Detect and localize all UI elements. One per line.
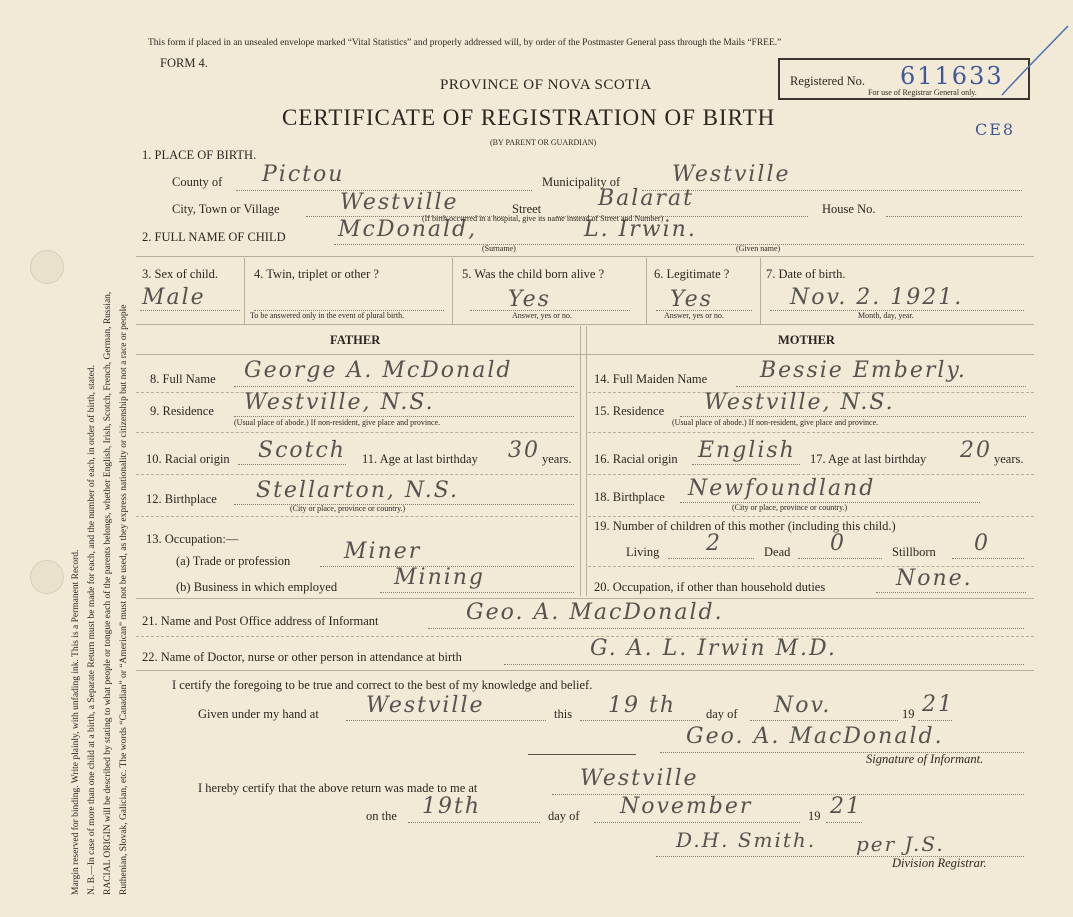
punch-hole xyxy=(30,560,64,594)
mother-years-label: years. xyxy=(994,452,1024,466)
registrar-statement: I hereby certify that the above return was made to me at xyxy=(198,781,478,795)
margin-note-racial-origin: RACIAL ORIGIN will be described by stating to what people or tongue each of the parents belongs, whether English, Irish, Scotch, French, German, Russian, xyxy=(103,291,113,895)
dob-note: Month, day, year. xyxy=(858,311,914,320)
dob-value: Nov. 2. 1921. xyxy=(790,285,964,310)
father-name-value: George A. McDonald xyxy=(244,358,513,383)
father-abode-note: (Usual place of abode.) If non-resident, give place and province. xyxy=(234,418,441,427)
doctor-value: G. A. L. Irwin M.D. xyxy=(590,636,837,661)
father-trade-value: Miner xyxy=(344,539,422,564)
mail-notice: This form if placed in an unsealed envelope marked “Vital Statistics” and properly addressed will, by order of the Postmaster General pass through the Mails “FREE.” xyxy=(148,38,782,48)
twin-note: To be answered only in the event of plural birth. xyxy=(250,311,405,320)
living-value: 2 xyxy=(706,531,722,556)
mother-birthplace-label: 18. Birthplace xyxy=(594,490,665,504)
form-number: FORM 4. xyxy=(160,56,208,70)
mother-name-value: Bessie Emberly. xyxy=(760,358,967,383)
alive-value: Yes xyxy=(508,287,551,312)
mother-race-value: English xyxy=(698,438,796,463)
dead-label: Dead xyxy=(764,545,791,559)
father-occupation-label: 13. Occupation:— xyxy=(146,532,239,546)
given-place-value: Westville xyxy=(366,693,485,718)
given-year-prefix: 19 xyxy=(902,707,915,721)
mother-birthplace-value: Newfoundland xyxy=(688,476,876,501)
father-city-note: (City or place, province or country.) xyxy=(290,504,406,513)
punch-hole xyxy=(30,250,64,284)
margin-note-binding: Margin reserved for binding. Write plainly, with unfading ink. This is a Permanent Record. xyxy=(71,549,81,895)
hospital-note: (If birth occurred in a hospital, give its name instead of Street and Number) xyxy=(422,214,664,223)
legitimate-value: Yes xyxy=(670,287,713,312)
place-of-birth-heading: 1. PLACE OF BIRTH. xyxy=(142,148,257,162)
child-given-name: L. Irwin. xyxy=(584,217,697,242)
registrar-month-value: November xyxy=(620,794,753,819)
this-label: this xyxy=(554,707,573,721)
mother-age-value: 20 xyxy=(960,438,992,463)
informant-value: Geo. A. MacDonald. xyxy=(466,600,724,625)
father-age-value: 30 xyxy=(508,438,540,463)
house-label: House No. xyxy=(822,202,876,216)
stillborn-label: Stillborn xyxy=(892,545,936,559)
dead-value: 0 xyxy=(830,531,846,556)
dob-label: 7. Date of birth. xyxy=(766,267,846,281)
province-heading: PROVINCE OF NOVA SCOTIA xyxy=(440,77,652,93)
county-value: Pictou xyxy=(262,162,345,187)
doctor-label: 22. Name of Doctor, nurse or other person in attendance at birth xyxy=(142,650,462,664)
county-label: County of xyxy=(172,175,223,189)
registrar-caption: Division Registrar. xyxy=(892,856,987,870)
city-label: City, Town or Village xyxy=(172,202,280,216)
mother-occupation-label: 20. Occupation, if other than household duties xyxy=(594,580,826,594)
surname-caption: (Surname) xyxy=(482,244,516,253)
father-birthplace-value: Stellarton, N.S. xyxy=(256,478,459,503)
sex-value: Male xyxy=(142,285,206,310)
given-day-value: 19 th xyxy=(608,693,676,718)
mother-residence-value: Westville, N.S. xyxy=(704,390,895,415)
given-day-of-label: day of xyxy=(706,707,738,721)
given-month-value: Nov. xyxy=(774,693,832,718)
mother-name-label: 14. Full Maiden Name xyxy=(594,372,708,386)
city-value: Westville xyxy=(340,190,459,215)
registrar-year-prefix: 19 xyxy=(808,809,821,823)
father-years-label: years. xyxy=(542,452,572,466)
certificate-title: CERTIFICATE OF REGISTRATION OF BIRTH xyxy=(282,105,776,130)
street-label: Street xyxy=(512,202,542,216)
corner-mark: CE8 xyxy=(975,120,1016,139)
legitimate-label: 6. Legitimate ? xyxy=(654,267,730,281)
certificate-subtitle: (BY PARENT OR GUARDIAN) xyxy=(490,138,597,147)
child-surname: McDonald, xyxy=(338,217,478,242)
given-under-label: Given under my hand at xyxy=(198,707,319,721)
mother-children-label: 19. Number of children of this mother (including this child.) xyxy=(594,519,896,533)
registrar-day-of-label: day of xyxy=(548,809,580,823)
father-heading: FATHER xyxy=(330,333,381,347)
father-age-label: 11. Age at last birthday xyxy=(362,452,478,466)
father-race-label: 10. Racial origin xyxy=(146,452,230,466)
alive-label: 5. Was the child born alive ? xyxy=(462,267,605,281)
mother-heading: MOTHER xyxy=(778,333,835,347)
father-residence-value: Westville, N.S. xyxy=(244,390,435,415)
municipality-value: Westville xyxy=(672,162,791,187)
certify-statement: I certify the foregoing to be true and correct to the best of my knowledge and belief. xyxy=(172,678,593,692)
mother-age-label: 17. Age at last birthday xyxy=(810,452,927,466)
municipality-label: Municipality of xyxy=(542,175,621,189)
mother-city-note: (City or place, province or country.) xyxy=(732,503,848,512)
registered-label: Registered No. xyxy=(790,74,865,88)
informant-signature-caption: Signature of Informant. xyxy=(866,752,984,766)
sex-label: 3. Sex of child. xyxy=(142,267,219,281)
legitimate-note: Answer, yes or no. xyxy=(664,311,724,320)
street-value: Balarat xyxy=(598,186,694,211)
father-race-value: Scotch xyxy=(258,438,346,463)
registrar-day-value: 19th xyxy=(422,794,482,819)
registrar-on-label: on the xyxy=(366,809,397,823)
registrar-use-note: For use of Registrar General only. xyxy=(868,88,977,97)
registrar-signature: D.H. Smith. xyxy=(676,828,817,852)
alive-note: Answer, yes or no. xyxy=(512,311,572,320)
father-business-label: (b) Business in which employed xyxy=(176,580,338,594)
mother-race-label: 16. Racial origin xyxy=(594,452,678,466)
given-name-caption: (Given name) xyxy=(736,244,781,253)
registrar-place-value: Westville xyxy=(580,766,699,791)
given-year-value: 21 xyxy=(922,692,954,717)
registered-number: 611633 xyxy=(900,62,1004,90)
mother-occupation-value: None. xyxy=(896,566,973,591)
father-birthplace-label: 12. Birthplace xyxy=(146,492,217,506)
registrar-per-initials: per J.S. xyxy=(856,832,945,856)
informant-signature: Geo. A. MacDonald. xyxy=(686,724,944,749)
father-name-label: 8. Full Name xyxy=(150,372,216,386)
informant-label: 21. Name and Post Office address of Informant xyxy=(142,614,379,628)
stillborn-value: 0 xyxy=(974,531,990,556)
pen-stroke-icon xyxy=(1000,20,1070,100)
mother-abode-note: (Usual place of abode.) If non-resident, give place and province. xyxy=(672,418,879,427)
living-label: Living xyxy=(626,545,660,559)
twin-label: 4. Twin, triplet or other ? xyxy=(254,267,379,281)
father-trade-label: (a) Trade or profession xyxy=(176,554,291,568)
mother-residence-label: 15. Residence xyxy=(594,404,665,418)
margin-note-racial-origin-cont: Ruthenian, Slovak, Galician, etc. The words “Canadian” or “American” must not be used, as they express nationality or citizenship but not a race or people xyxy=(119,304,129,895)
registrar-year-value: 21 xyxy=(830,794,862,819)
father-residence-label: 9. Residence xyxy=(150,404,214,418)
father-business-value: Mining xyxy=(394,565,486,590)
margin-note-multiple-births: N. B.—In case of more than one child at a birth, a Separate Return must be made for each, and the number of each, in order of birth, stated. xyxy=(87,365,97,895)
child-name-label: 2. FULL NAME OF CHILD xyxy=(142,230,286,244)
